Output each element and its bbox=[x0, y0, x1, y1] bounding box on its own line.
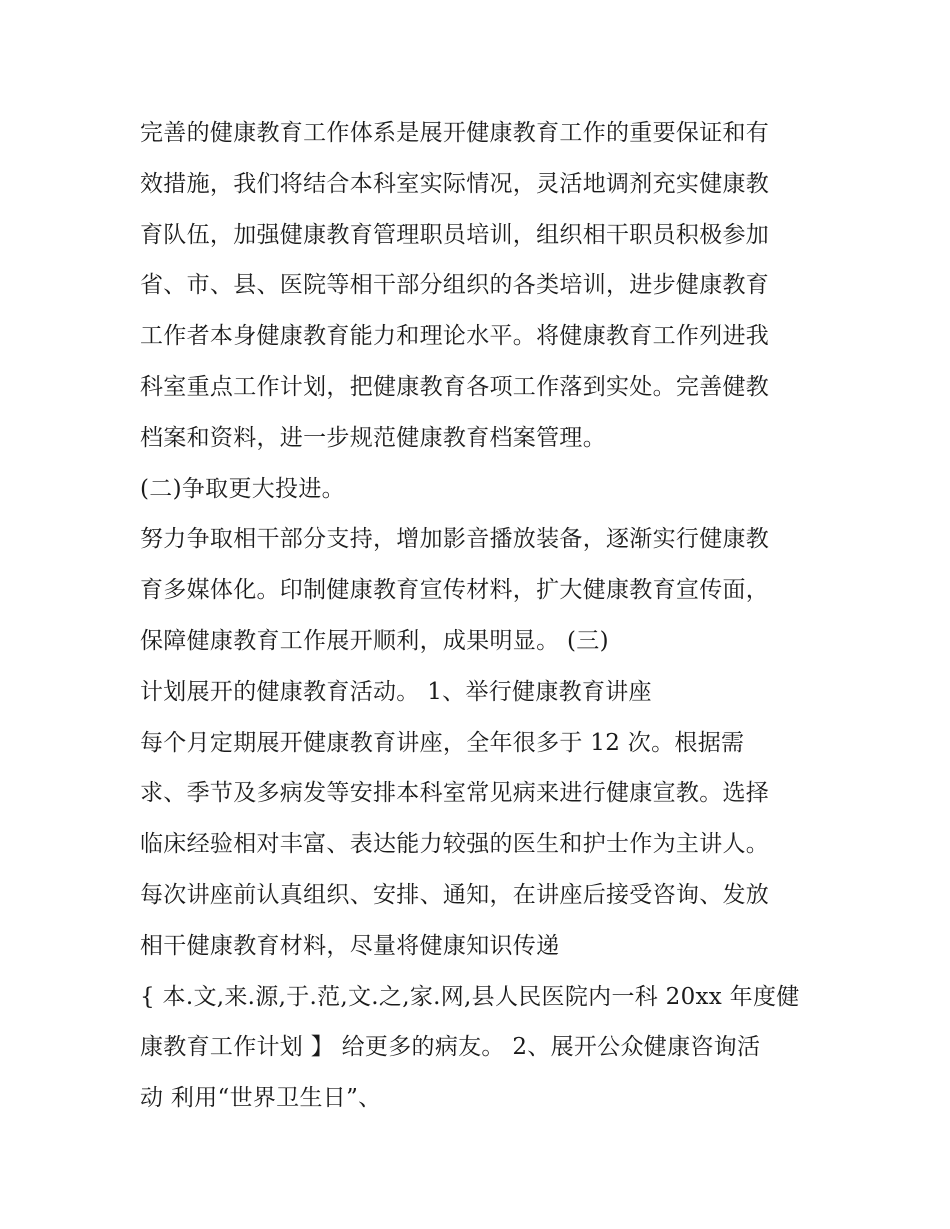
text-line: 工作者本身健康教育能力和理论水平。将健康教育工作列进我 bbox=[140, 323, 770, 350]
text-line: 育多媒体化。印制健康教育宣传材料，扩大健康教育宣传面， bbox=[140, 577, 770, 604]
section-heading: (二)争取更大投进。 bbox=[140, 475, 345, 502]
text-line: 档案和资料，进一步规范健康教育档案管理。 bbox=[140, 424, 606, 451]
text-line: 计划展开的健康教育活动。 1、举行健康教育讲座 bbox=[140, 678, 652, 705]
text-line: 保障健康教育工作展开顺利，成果明显。 (三) bbox=[140, 627, 609, 654]
text-line: 省、市、县、医院等相干部分组织的各类培训，进步健康教育 bbox=[140, 272, 770, 299]
text-line: 临床经验相对丰富、表达能力较强的医生和护士作为主讲人。 bbox=[140, 831, 770, 858]
text-line: 相干健康教育材料，尽量将健康知识传递 bbox=[140, 932, 560, 959]
text-line: 科室重点工作计划，把健康教育各项工作落到实处。完善健教 bbox=[140, 373, 770, 400]
text-line: 完善的健康教育工作体系是展开健康教育工作的重要保证和有 bbox=[140, 120, 770, 146]
text-line: 每个月定期展开健康教育讲座，全年很多于 12 次。根据需 bbox=[140, 729, 745, 756]
text-line: 育队伍，加强健康教育管理职员培训，组织相干职员积极参加 bbox=[140, 221, 770, 248]
text-line: 康教育工作计划 】 给更多的病友。 2、展开公众健康咨询活 bbox=[140, 1034, 761, 1061]
text-line: { 本.文,来.源,于.范,文.之,家.网,县人民医院内一科 20xx 年度健 bbox=[140, 983, 800, 1010]
text-line: 每次讲座前认真组织、安排、通知，在讲座后接受咨询、发放 bbox=[140, 881, 770, 908]
body-text bbox=[140, 108, 830, 1124]
text-line: 动 利用“世界卫生日”、 bbox=[140, 1085, 382, 1112]
text-line: 努力争取相干部分支持，增加影音播放装备，逐渐实行健康教 bbox=[140, 526, 770, 553]
text-line: 求、季节及多病发等安排本科室常见病来进行健康宣教。选择 bbox=[140, 780, 770, 807]
text-line: 效措施，我们将结合本科室实际情况，灵活地调剂充实健康教 bbox=[140, 170, 770, 197]
